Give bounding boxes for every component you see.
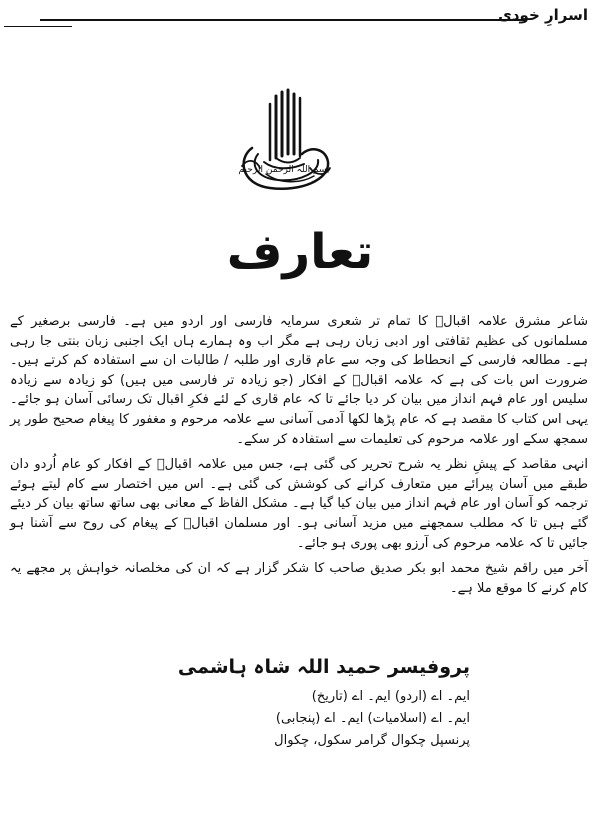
author-degrees-2: ایم۔ اے (اسلامیات) ایم۔ اے (پنجابی) <box>275 711 470 726</box>
signature-block <box>178 656 470 752</box>
header-rule-short <box>4 26 72 27</box>
header-rule <box>40 19 526 21</box>
paragraph-1: شاعر مشرق علامہ اقبالؒ کا تمام تر شعری سرمایہ فارسی اور اردو میں ہے۔ فارسی برصغیر کے مسلمانوں کی عظیم ثقافتی اور ادبی زبان رہی ہے مگر اب وہ ہمارے ہاں ایک اجنبی زبان بنتی جا رہی ہے۔ مطالعہ فارسی کے انحطاط کی وجہ سے عام قاری اور طلبہ / طالبات ان سے استفادہ کم کرتے ہیں۔ ضرورت اس بات کی ہے کہ علامہ اقبالؒ کے افکار (جو زیادہ تر فارسی میں ہیں) کو زیادہ سے زیادہ سلیس اور عام فہم انداز میں بیان کر دیا جائے تا کہ عام قاری کے لئے فکرِ اقبال تک رسائی آسان ہو جائے۔ یہی اس کتاب کا مقصد ہے کہ عام پڑھا لکھا آدمی آسانی سے علامہ مرحوم و مغفور کا پیغام صحیح طور پر سمجھ سکے اور علامہ مرحوم کی تعلیمات سے استفادہ کر سکے۔ <box>10 314 588 447</box>
paragraph-2: انہی مقاصد کے پیشِ نظر یہ شرح تحریر کی گئی ہے، جس میں علامہ اقبالؒ کے افکار کو عام اُردو دان طبقے میں آسان پیرائے میں متعارف کرانے کی کوشش کی گئی ہے۔ اس میں اختصار سے کام لیتے ہوئے ترجمہ کو آسان اور عام فہم انداز میں بیان کیا گیا ہے۔ مشکل الفاظ کے معانی بھی ساتھ ساتھ بیان کر دیئے گئے ہیں تا کہ مطلب سمجھنے میں مزید آسانی ہو۔ اور مسلمان اقبالؒ کے پیغام کی روح سے آشنا ہو جائیں تا کہ علامہ مرحوم کی آرزو بھی پوری ہو جائے۔ <box>10 457 588 551</box>
bismillah-calligraphy-icon <box>230 88 338 200</box>
author-name: پروفیسر حمید اللہ شاہ ہاشمی <box>177 656 470 678</box>
bismillah-text: بسم اللہ الرحمن الرحیم <box>238 165 330 175</box>
running-header: اسرارِ خودی <box>498 6 588 24</box>
page-title: تعارف <box>226 224 374 280</box>
body-text <box>10 312 588 604</box>
author-degrees-1: ایم۔ اے (اردو) ایم۔ اے (تاریخ) <box>311 689 470 704</box>
paragraph-3: آخر میں راقم شیخ محمد ابو بکر صدیق صاحب کا شکر گزار ہے کہ ان کی مخلصانہ خواہش پر مجھے یہ کام کرنے کا موقع ملا ہے۔ <box>10 561 588 596</box>
author-position: پرنسپل چکوال گرامر سکول، چکوال <box>274 733 470 748</box>
